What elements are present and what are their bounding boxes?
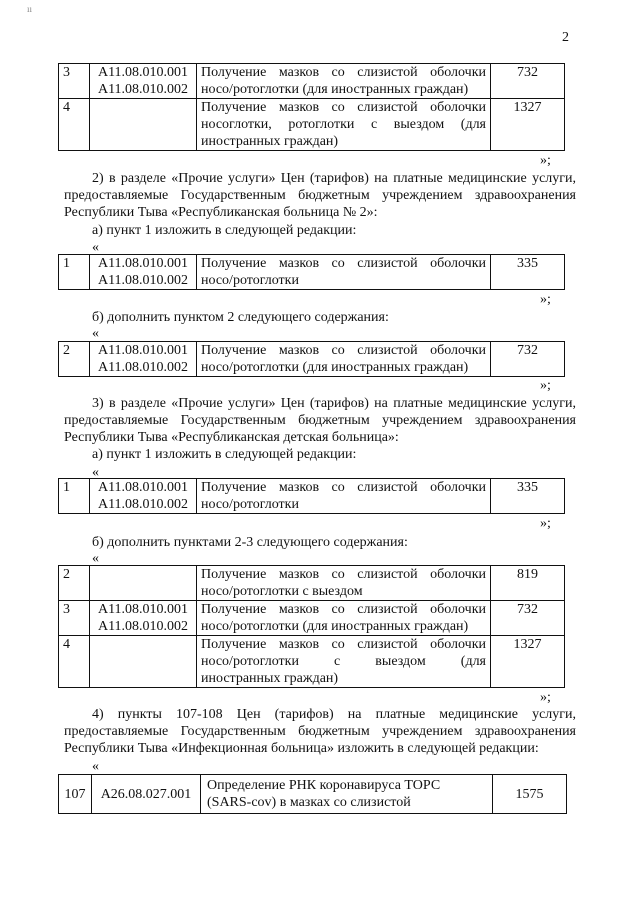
- services-table-continued: [58, 63, 565, 151]
- page-number: 2: [562, 30, 569, 45]
- table-row: [59, 636, 565, 688]
- service-price: 732: [491, 601, 565, 636]
- row-number: 3: [59, 64, 90, 99]
- section-4-text: 4) пункты 107-108 Цен (тарифов) на платные медицинские услуги, предоставляемые Государственным бюджетным учреждением здравоохранения Республики Тыва «Инфекционная больница» изложить в следующей редакции:: [64, 707, 576, 756]
- opening-quote: «: [92, 465, 99, 480]
- section-3-item-b: б) дополнить пунктами 2-3 следующего содержания:: [92, 535, 408, 550]
- section-2-text: 2) в разделе «Прочие услуги» Цен (тарифов) на платные медицинские услуги, предоставляемые Государственным бюджетным учреждением здравоохранения Республики Тыва «Республиканская больница № 2»:: [64, 171, 576, 220]
- closing-quote: »;: [540, 153, 551, 168]
- closing-quote: »;: [540, 378, 551, 393]
- opening-quote: «: [92, 551, 99, 566]
- closing-quote: »;: [540, 690, 551, 705]
- section-2-item-b: б) дополнить пунктом 2 следующего содержания:: [92, 310, 389, 325]
- service-description: Получение мазков со слизистой оболочки носо/ротоглотки (для иностранных граждан): [197, 342, 491, 377]
- row-number: 107: [59, 775, 92, 814]
- service-price: 1327: [491, 636, 565, 688]
- table-row: [59, 99, 565, 151]
- table-row: [59, 255, 565, 290]
- row-number: 2: [59, 566, 90, 601]
- row-number: 1: [59, 479, 90, 514]
- row-number: 4: [59, 636, 90, 688]
- services-table-s2-a: [58, 254, 565, 290]
- service-description: Получение мазков со слизистой оболочки носо/ротоглотки: [197, 255, 491, 290]
- section-2-item-a: а) пункт 1 изложить в следующей редакции:: [92, 223, 357, 238]
- opening-quote: «: [92, 326, 99, 341]
- service-price: 732: [491, 64, 565, 99]
- service-code: [90, 636, 197, 688]
- services-table-s4: [58, 774, 567, 814]
- scan-mark: ıı: [27, 4, 33, 14]
- service-code: A11.08.010.001 A11.08.010.002: [90, 479, 197, 514]
- row-number: 2: [59, 342, 90, 377]
- opening-quote: «: [92, 759, 99, 774]
- row-number: 1: [59, 255, 90, 290]
- table-row: [59, 566, 565, 601]
- service-code: A11.08.010.001 A11.08.010.002: [90, 601, 197, 636]
- service-description: Получение мазков со слизистой оболочки носо/ротоглотки (для иностранных граждан): [197, 601, 491, 636]
- table-row: [59, 479, 565, 514]
- service-code: [90, 99, 197, 151]
- service-price: 335: [491, 255, 565, 290]
- table-row: [59, 64, 565, 99]
- services-table-s3-b: [58, 565, 565, 688]
- service-description: Получение мазков со слизистой оболочки носо/ротоглотки с выездом (для иностранных граждан): [197, 636, 491, 688]
- service-price: 1327: [491, 99, 565, 151]
- closing-quote: »;: [540, 516, 551, 531]
- table-row: [59, 342, 565, 377]
- service-description: Получение мазков со слизистой оболочки носоглотки, ротоглотки с выездом (для иностранных граждан): [197, 99, 491, 151]
- service-code: A11.08.010.001 A11.08.010.002: [90, 64, 197, 99]
- table-row: [59, 601, 565, 636]
- service-price: 819: [491, 566, 565, 601]
- section-3-item-a: а) пункт 1 изложить в следующей редакции:: [92, 447, 357, 462]
- service-description: Получение мазков со слизистой оболочки носо/ротоглотки: [197, 479, 491, 514]
- service-description: Определение РНК коронавируса ТОРС (SARS-cov) в мазках со слизистой: [201, 775, 493, 814]
- opening-quote: «: [92, 240, 99, 255]
- row-number: 3: [59, 601, 90, 636]
- services-table-s2-b: [58, 341, 565, 377]
- service-code: A11.08.010.001 A11.08.010.002: [90, 342, 197, 377]
- service-code: A26.08.027.001: [92, 775, 201, 814]
- service-description: Получение мазков со слизистой оболочки носо/ротоглотки с выездом: [197, 566, 491, 601]
- service-code: A11.08.010.001 A11.08.010.002: [90, 255, 197, 290]
- services-table-s3-a: [58, 478, 565, 514]
- service-price: 335: [491, 479, 565, 514]
- row-number: 4: [59, 99, 90, 151]
- table-row: [59, 775, 567, 814]
- service-description: Получение мазков со слизистой оболочки носо/ротоглотки (для иностранных граждан): [197, 64, 491, 99]
- section-3-text: 3) в разделе «Прочие услуги» Цен (тарифов) на платные медицинские услуги, предоставляемые Государственным бюджетным учреждением здравоохранения Республики Тыва «Республиканская детская больница»:: [64, 396, 576, 445]
- service-code: [90, 566, 197, 601]
- closing-quote: »;: [540, 292, 551, 307]
- service-price: 1575: [493, 775, 567, 814]
- service-price: 732: [491, 342, 565, 377]
